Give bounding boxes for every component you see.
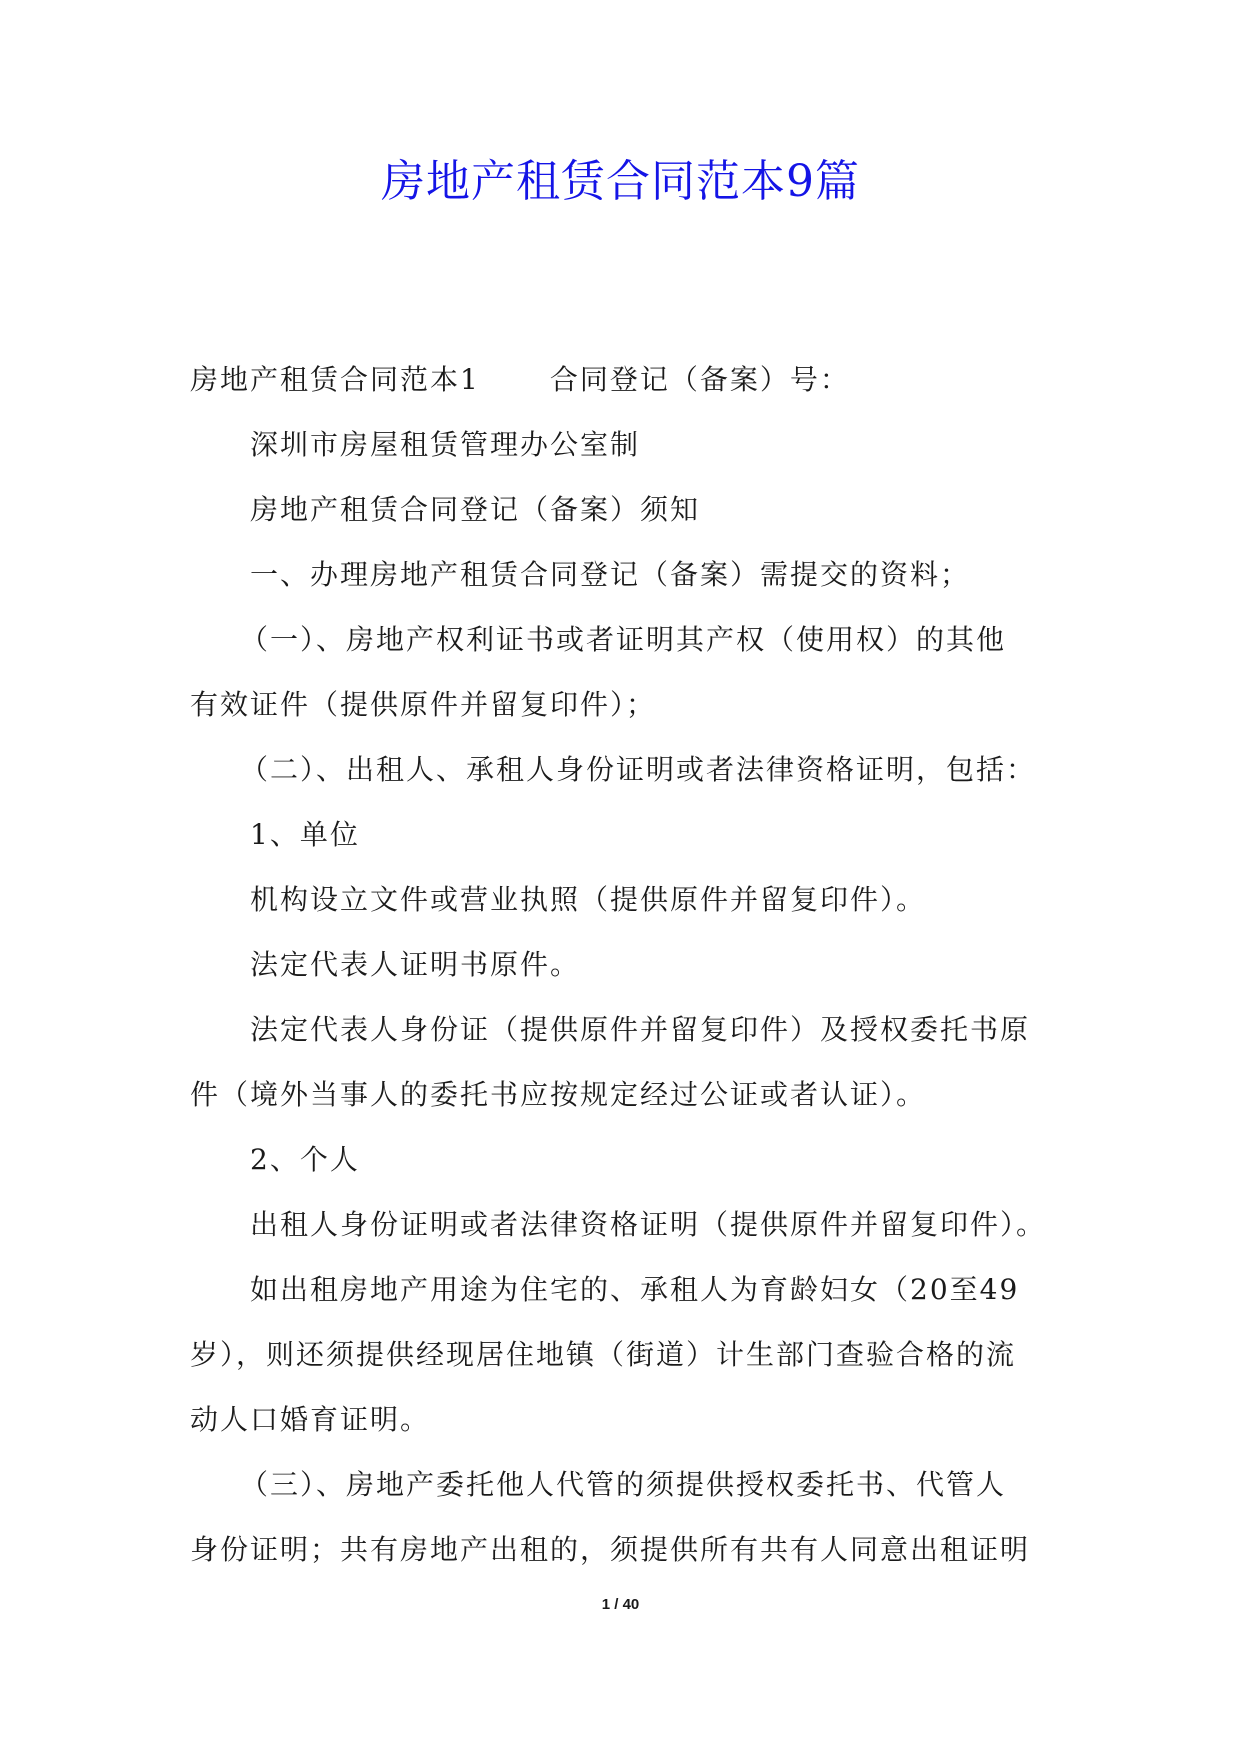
paragraph-line: （二）、出租人、承租人身份证明或者法律资格证明，包括： [240,753,1037,786]
paragraph-line: 2、个人 [250,1143,360,1176]
page-number: 1 / 40 [601,1596,640,1613]
paragraph-line: 法定代表人身份证（提供原件并留复印件）及授权委托书原 [250,1013,1031,1046]
paragraph-line: 房地产租赁合同登记（备案）须知 [250,493,701,526]
paragraph-line: （一）、房地产权利证书或者证明其产权（使用权）的其他 [240,623,1007,656]
paragraph-line: 深圳市房屋租赁管理办公室制 [250,428,641,461]
contract-header-line [190,347,1070,412]
paragraph-line: 动人口婚育证明。 [190,1403,431,1436]
paragraph-line: （三）、房地产委托他人代管的须提供授权委托书、代管人 [240,1468,1007,1501]
paragraph-line: 岁），则还须提供经现居住地镇（街道）计生部门查验合格的流 [190,1338,1017,1371]
paragraph-line: 出租人身份证明或者法律资格证明（提供原件并留复印件）。 [250,1208,1047,1241]
paragraph-line: 1、单位 [250,818,360,851]
document-title: 房地产租赁合同范本9篇 [381,156,860,207]
registration-number-label: 合同登记（备案）号： [549,363,850,396]
paragraph-line: 件（境外当事人的委托书应按规定经过公证或者认证）。 [190,1078,927,1111]
document-body [190,347,1070,1582]
paragraph-line: 有效证件（提供原件并留复印件）； [190,688,657,721]
paragraph-line: 机构设立文件或营业执照（提供原件并留复印件）。 [250,883,927,916]
paragraph-line: 如出租房地产用途为住宅的、承租人为育龄妇女（20至49 [250,1273,1020,1306]
paragraph-line: 身份证明；共有房地产出租的，须提供所有共有人同意出租证明 [190,1533,1031,1566]
paragraph-line: 法定代表人证明书原件。 [250,948,581,981]
contract-title-text: 房地产租赁合同范本1 [190,363,480,396]
paragraph-line: 一、办理房地产租赁合同登记（备案）需提交的资料； [250,558,971,591]
